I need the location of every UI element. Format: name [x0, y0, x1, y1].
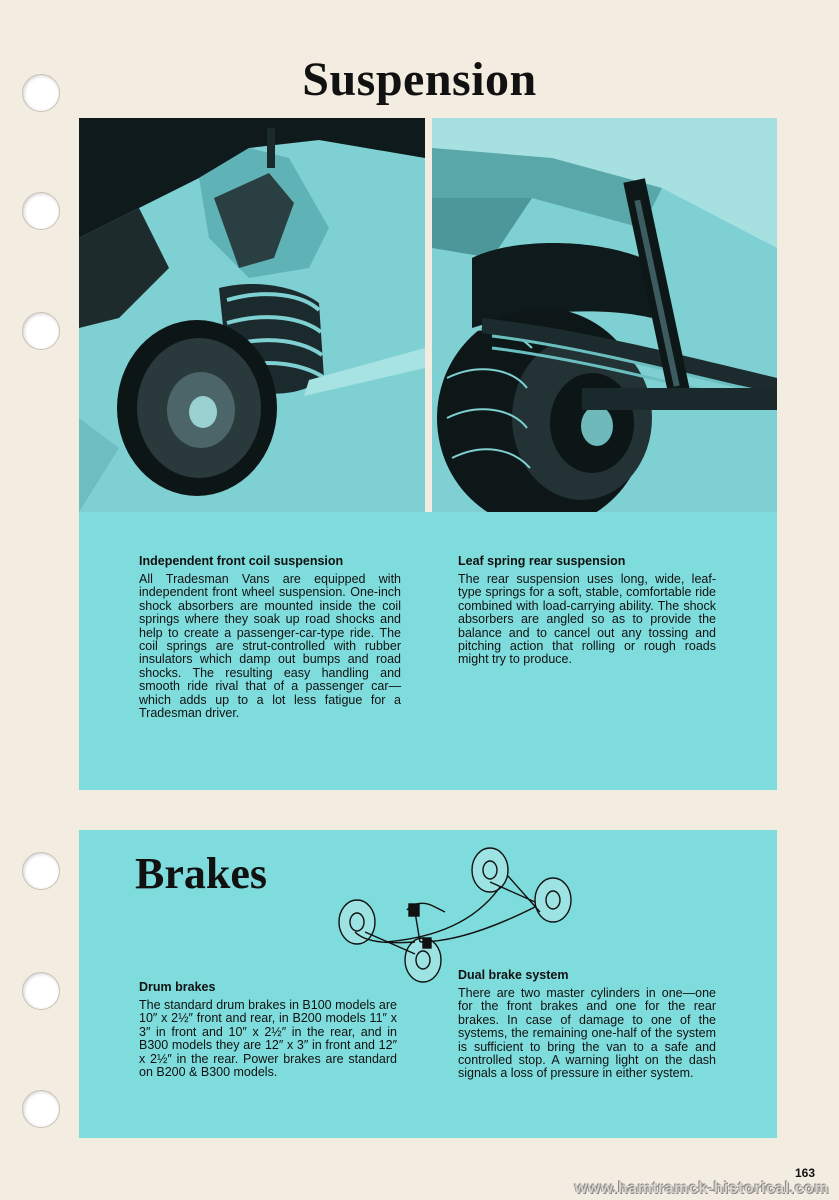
punch-hole — [22, 852, 60, 890]
front-suspension-heading: Independent front coil suspension — [139, 554, 344, 568]
dual-brake-body: There are two master cylinders in one—one for the front brakes and one for the rear brakes. In case of damage to one of the systems, the remaining one-half of the system is sufficient to bring the van to a safe and controlled stop. A warning light on the dash signals a loss of pressure in either system. — [458, 986, 716, 1081]
drum-brakes-heading: Drum brakes — [139, 980, 216, 994]
punch-hole — [22, 192, 60, 230]
rear-suspension-body: The rear suspension uses long, wide, leaf-type springs for a soft, stable, comfortable ride combined with load-carrying ability. The shock absorbers are angled so as to provide the balance and to cancel out any tossing and pitching action that rolling or rough roads might try to produce. — [458, 572, 716, 667]
rear-suspension-illustration — [432, 118, 777, 512]
rear-suspension-photo — [432, 118, 777, 512]
front-suspension-photo — [79, 118, 425, 512]
front-suspension-illustration — [79, 118, 425, 512]
drum-brakes-body: The standard drum brakes in B100 models are 10″ x 2½″ front and rear, in B200 models 11″ x 3″ in front and 10″ x 2½″ in the rear, and in B300 models they are 12″ x 3″ in front and 12″ x 2½″ in the rear. Power brakes are standard on B200 & B300 models. — [139, 998, 397, 1080]
page-title: Suspension — [302, 53, 537, 106]
dual-brake-heading: Dual brake system — [458, 968, 569, 982]
punch-hole — [22, 312, 60, 350]
brakes-title: Brakes — [135, 849, 267, 898]
watermark-url: www.hamtramck-historical.com — [574, 1180, 829, 1197]
page-number: 163 — [794, 1166, 815, 1180]
punch-hole — [22, 972, 60, 1010]
rear-suspension-heading: Leaf spring rear suspension — [458, 554, 626, 568]
front-suspension-body: All Tradesman Vans are equipped with independent front wheel suspension. One-inch shock absorbers are mounted inside the coil springs where they soak up road shocks and help to create a passenger-car-type ride. The coil springs are strut-controlled with rubber insulators which damp out bumps and road shocks. The resulting easy handling and smooth ride rival that of a passenger car—which adds up to a lot less fatigue for a Tradesman driver. — [139, 572, 401, 721]
punch-hole — [22, 1090, 60, 1128]
